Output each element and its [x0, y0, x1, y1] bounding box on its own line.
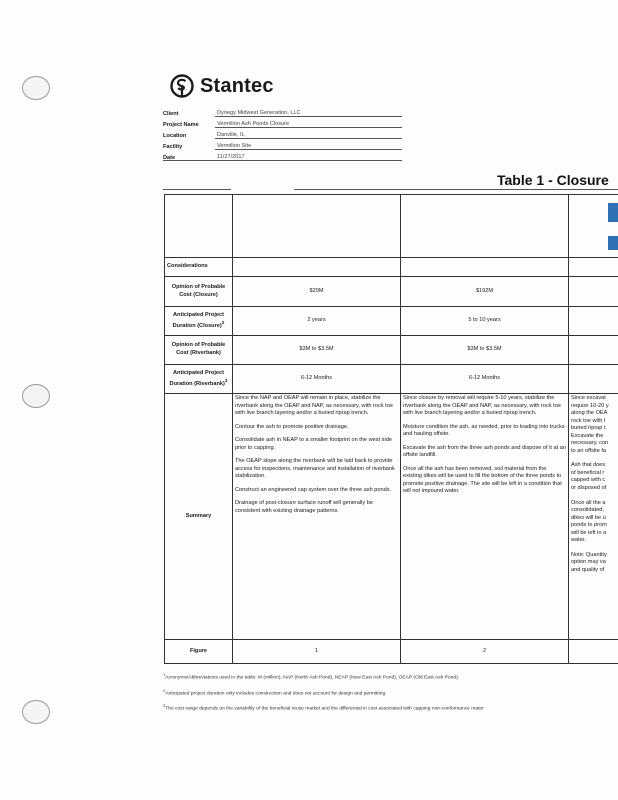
company-logo: [170, 74, 274, 98]
info-row-project-name: [163, 117, 402, 128]
binder-hole: [22, 700, 50, 724]
footnote: $^3$The cost range depends on the variability of the beneficial reuse market and the differential in cost associated with capping non-conformance mater: [163, 703, 484, 712]
option-3-riverbank-cost: [569, 336, 618, 365]
summary-line: [571, 545, 618, 552]
summary-line: will be left in a: [571, 529, 607, 536]
table-row-cost-closure: [165, 277, 618, 307]
header-blank-row: [165, 195, 618, 258]
summary-paragraph: Once all the ash has been removed, soil material from the existing dikes will be used to fill the bottom of the three ponds to promote positive drainage. The site will be left in a condition that will not impound water.: [403, 465, 562, 495]
row-label: Anticipated Project Duration (Closure)$^2$: [165, 307, 233, 336]
summary-line: rock toe with l: [571, 417, 606, 424]
summary-paragraph: Moisture condition the ash, as needed, prior to loading into trucks and hauling offsite.: [403, 423, 565, 438]
table-row-figure: [165, 640, 618, 664]
summary-paragraph: Excavate the ash from the three ash ponds and dispose of it at an offsite landfill.: [403, 444, 566, 459]
info-label: Facility: [163, 144, 183, 150]
summary-line: [571, 455, 618, 462]
summary-line: ponds to prom: [571, 522, 607, 529]
stantec-logo-icon: [170, 74, 194, 98]
row-label: Summary: [165, 394, 233, 640]
row-label: Anticipated Project Duration (Riverbank)$^3$: [165, 365, 233, 394]
table-title: Table 1 - Closure: [497, 172, 609, 188]
summary-line: buried riprap t: [571, 425, 606, 432]
info-row-location: [163, 128, 402, 139]
table-row-summary: [165, 394, 618, 640]
summary-line: require 10-20 y: [571, 402, 609, 409]
info-label: Client: [163, 111, 179, 117]
info-value: Danville, IL: [215, 132, 402, 139]
option-1-cost: $29M: [233, 277, 401, 307]
summary-paragraph: Construct an engineered cap system over the three ash ponds.: [235, 486, 392, 493]
option-3-duration: [569, 307, 618, 336]
summary-line: Ash that does: [571, 462, 606, 469]
table-row-duration-closure: [165, 307, 618, 336]
info-value: Vermilion Ash Ponds Closure: [215, 121, 402, 128]
info-label: Location: [163, 133, 187, 139]
option-3-cost: [569, 277, 618, 307]
table-row-cost-riverbank: [165, 336, 618, 365]
option-2-riverbank-cost: $3M to $3.5M: [401, 336, 569, 365]
summary-line: Note: Quantity: [571, 551, 607, 558]
summary-line: option may va: [571, 559, 606, 566]
summary-line: of beneficial r: [571, 469, 605, 476]
option-2-summary: [401, 394, 569, 640]
table-row-duration-riverbank: [165, 365, 618, 394]
blank-cell: [569, 258, 618, 277]
option-1-figure: 1: [233, 640, 401, 664]
binder-hole: [22, 384, 50, 408]
info-row-facility: [163, 139, 402, 150]
summary-paragraph: Consolidate ash in NEAP to a smaller footprint on the west side prior to capping.: [235, 437, 392, 451]
footnote: $^1$Acronyms/Abbreviations used in the table: M (million), NAP (North Ash Pond), NEAP (New East Ash Pond), OEAP (Old East Ash Pond).: [163, 672, 460, 681]
summary-line: or disposed of: [571, 485, 607, 492]
option-1-duration: 2 years: [233, 307, 401, 336]
considerations-row: [165, 258, 618, 277]
summary-paragraph: Contour the ash to promote positive drainage.: [235, 423, 349, 430]
summary-line: [571, 493, 618, 500]
blank-cell: [233, 258, 401, 277]
project-info: [163, 106, 402, 161]
summary-paragraph: Since closure by removal will require 5-10 years, stabilize the riverbank along the OEAP and NAP, as necessary, with rock toe with live branch layering and/or a buried riprap trench.: [403, 395, 561, 417]
footnotes: [163, 672, 618, 719]
option-3-riverbank-duration: [569, 365, 618, 394]
closure-options-table: [164, 194, 618, 664]
option-1-riverbank-duration: 6-12 Months: [233, 365, 401, 394]
row-label: Opinion of Probable Cost (Riverbank): [165, 336, 233, 365]
blank-cell: [233, 195, 401, 258]
company-name: Stantec: [200, 74, 274, 97]
summary-paragraph: The OEAP slope along the riverbank will be laid back to provide access for inspections, maintenance and installation of riverbank stabilization.: [235, 458, 395, 480]
divider: [294, 189, 618, 190]
footnote: $^2$Anticipated project duration only includes construction and does not account for design and permitting.: [163, 687, 387, 697]
blank-cell: [401, 258, 569, 277]
summary-line: consolidated,: [571, 507, 604, 514]
blank-cell: [569, 195, 618, 258]
summary-line: water.: [571, 537, 586, 544]
option-2-duration: 5 to 10 years: [401, 307, 569, 336]
info-value: 11/27/2017: [215, 154, 402, 161]
summary-line: Once all the a: [571, 499, 606, 506]
binder-hole: [22, 76, 50, 100]
summary-paragraph: Since the NAP and OEAP will remain in place, stabilize the riverbank along the OEAP and NAP, as necessary, with rock toe with live branch layering and/or a buried riprap trench.: [235, 395, 393, 417]
option-2-cost: $192M: [401, 277, 569, 307]
summary-paragraph: Drainage of post-closure surface runoff will generally be consistent with existing drainage patterns.: [235, 500, 373, 515]
summary-line: and quality of: [571, 566, 605, 573]
option-1-riverbank-cost: $3M to $3.5M: [233, 336, 401, 365]
summary-line: Since excavat: [571, 395, 606, 401]
row-label: Opinion of Probable Cost (Closure): [165, 277, 233, 307]
info-label: Project Name: [163, 122, 199, 128]
option-2-figure: 2: [401, 640, 569, 664]
summary-line: to an offsite fa: [571, 447, 607, 454]
info-value: Vermilion Site: [215, 143, 402, 150]
row-label: Figure: [165, 640, 233, 664]
summary-line: along the OEA: [571, 410, 608, 417]
info-label: Date: [163, 155, 176, 161]
summary-line: capped with c: [571, 477, 606, 484]
blank-cell: [165, 195, 233, 258]
considerations-header: Considerations: [165, 258, 233, 277]
blank-cell: [401, 195, 569, 258]
summary-line: necessary, con: [571, 440, 609, 447]
option-1-summary: [233, 394, 401, 640]
info-value: Dynegy Midwest Generation, LLC: [215, 110, 402, 117]
divider: [163, 160, 400, 161]
info-row-client: [163, 106, 402, 117]
option-2-riverbank-duration: 6-12 Months: [401, 365, 569, 394]
summary-line: dikes will be u: [571, 514, 606, 521]
summary-line: Excavate the: [571, 432, 604, 439]
option-3-summary: [569, 394, 618, 640]
option-3-figure: [569, 640, 618, 664]
divider: [163, 189, 231, 190]
